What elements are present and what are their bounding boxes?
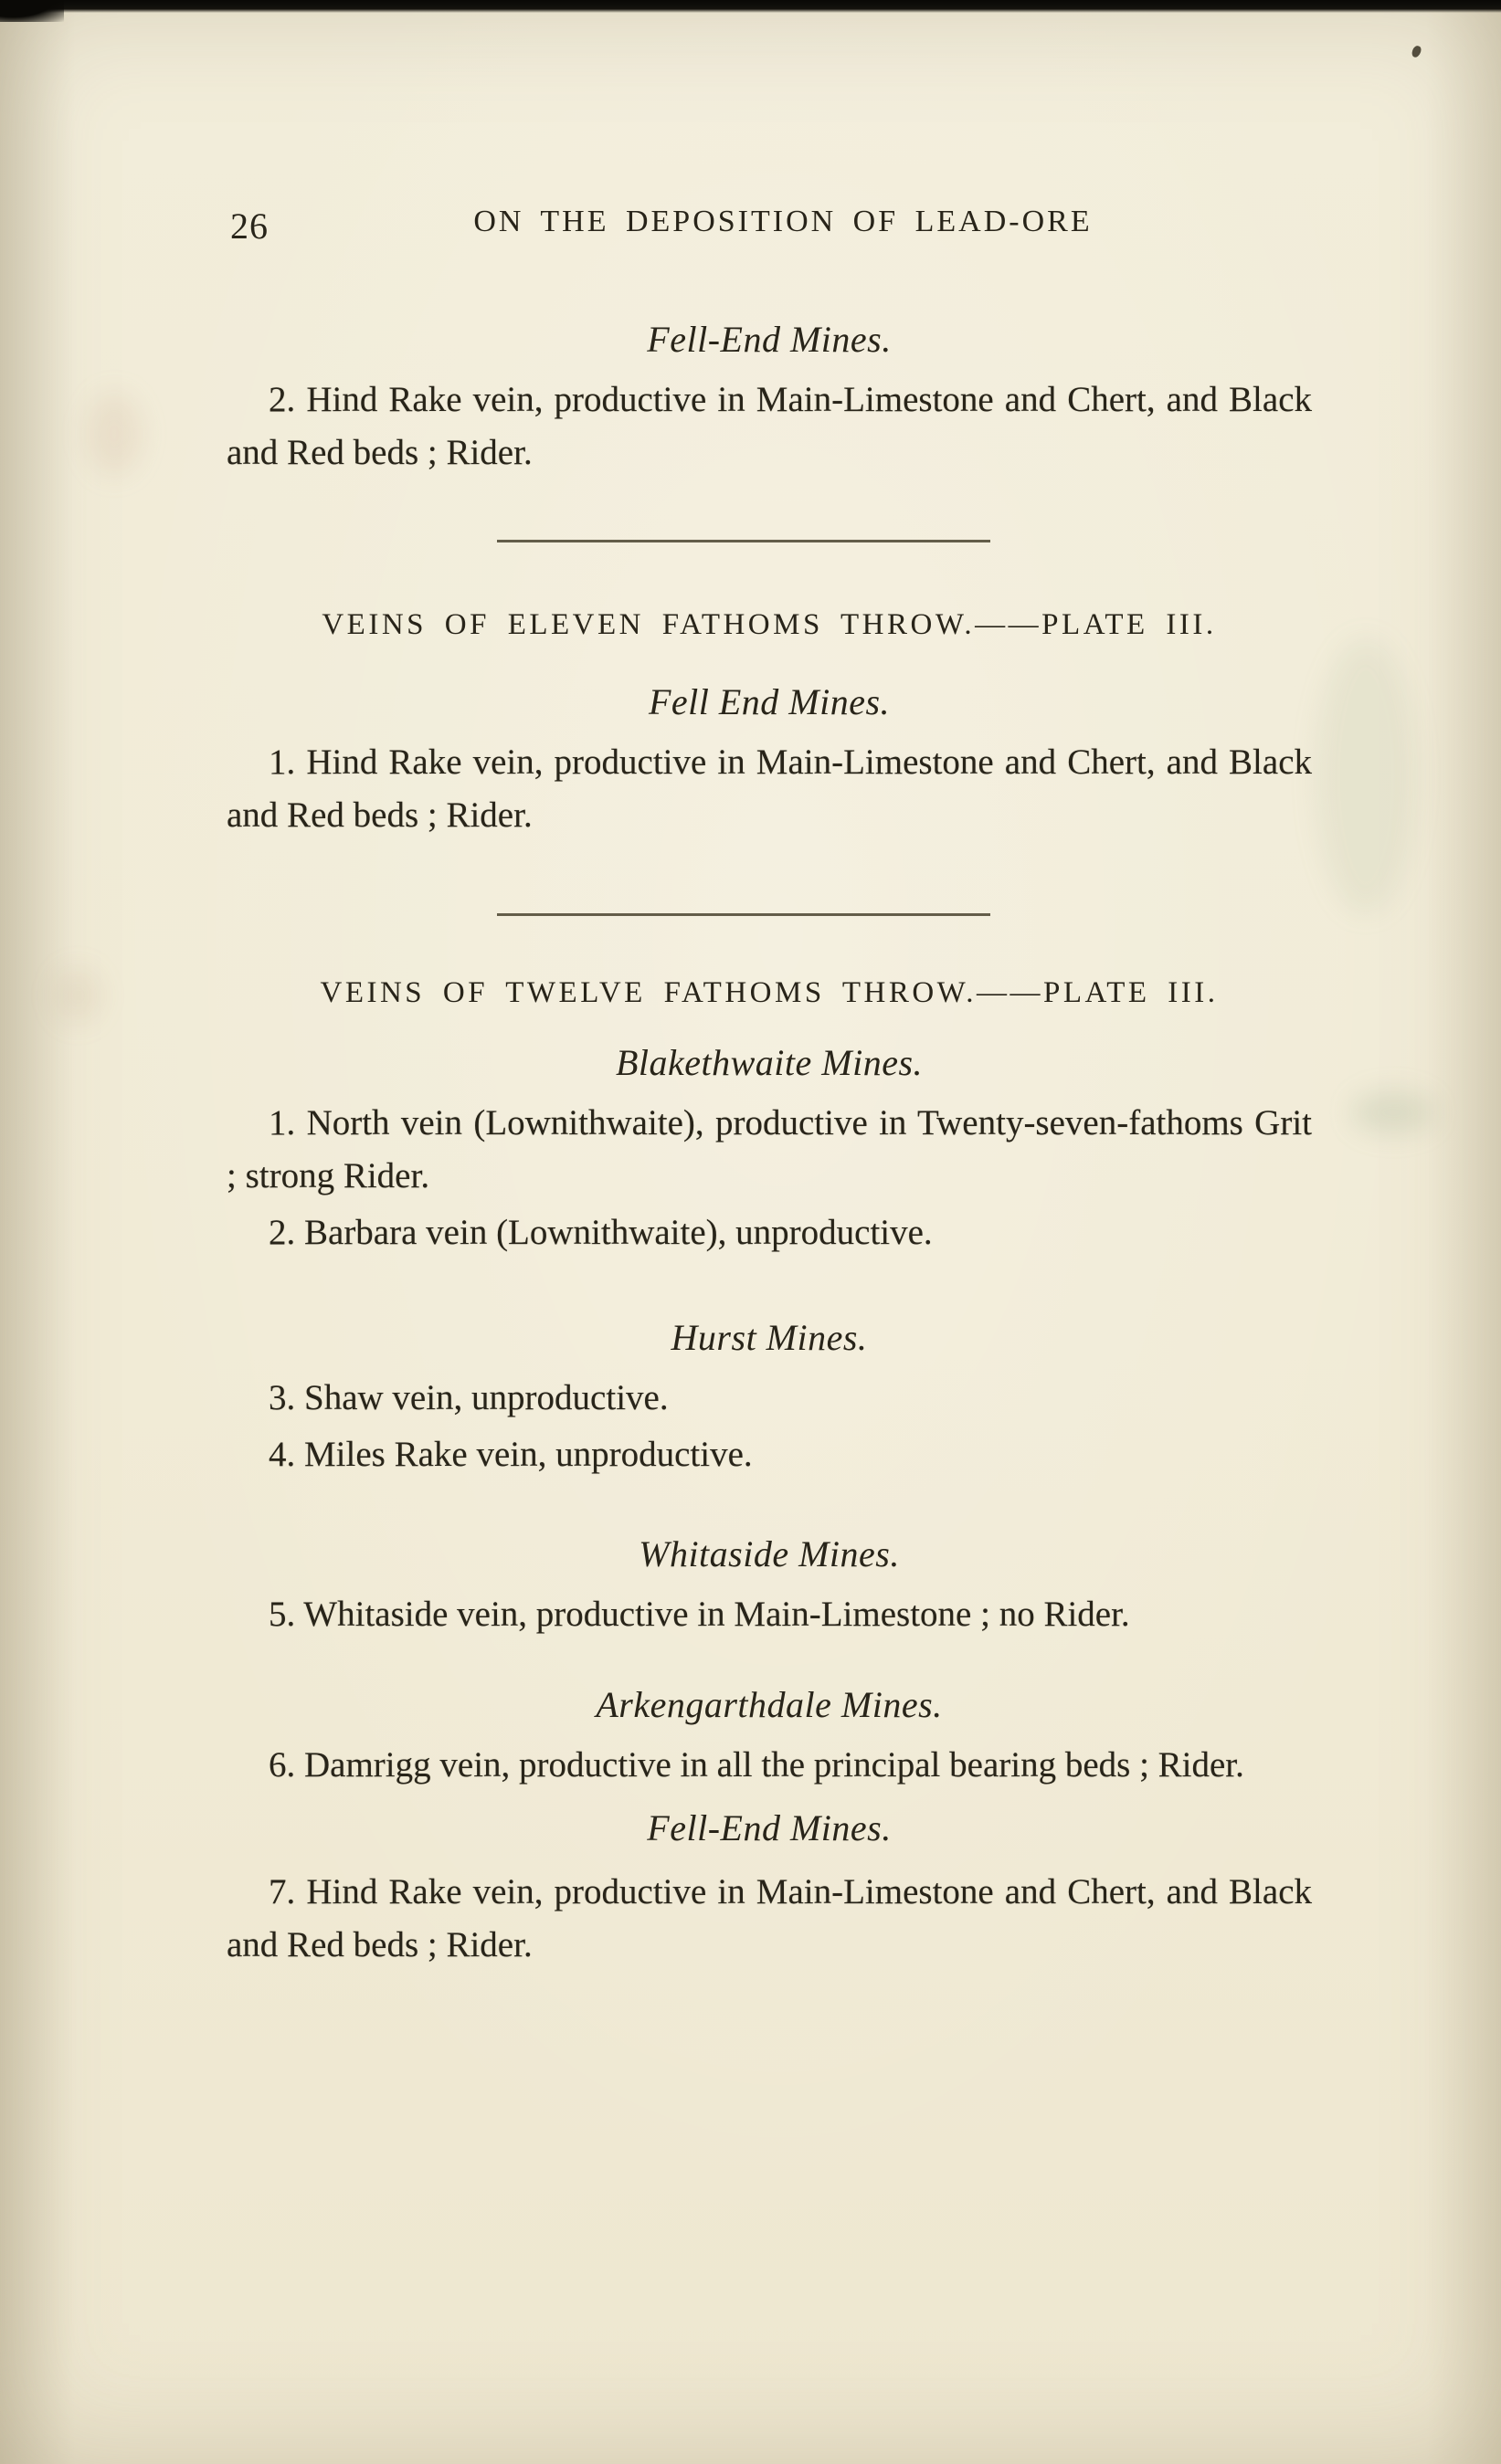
running-title: ON THE DEPOSITION OF LEAD-ORE <box>473 205 1093 238</box>
mine-group-heading-whitaside: Whitaside Mines. <box>639 1533 900 1574</box>
scan-speck-artifact <box>1411 45 1422 58</box>
mine-group-heading-blakethwaite: Blakethwaite Mines. <box>615 1042 924 1083</box>
text-column <box>227 0 1312 1972</box>
mine-group-heading-hurst: Hurst Mines. <box>671 1317 868 1358</box>
vein-item: 3. Shaw vein, unproductive. <box>269 1378 669 1417</box>
section-title-eleven-fathoms: VEINS OF ELEVEN FATHOMS THROW.——PLATE III. <box>322 608 1217 641</box>
bleed-through-artifact <box>1352 1091 1434 1133</box>
vein-item: 5. Whitaside vein, productive in Main-Limestone ; no Rider. <box>269 1595 1130 1634</box>
mine-group-heading-fell-end-bottom: Fell-End Mines. <box>647 1807 892 1848</box>
running-header <box>227 205 1312 250</box>
section-divider-rule <box>497 913 990 916</box>
vein-item: 7. Hind Rake vein, productive in Main-Limestone and Chert, and Black and Red beds ; Rider. <box>227 1872 1312 1964</box>
vein-item: 2. Hind Rake vein, productive in Main-Limestone and Chert, and Black and Red beds ; Rider. <box>227 380 1312 472</box>
vein-item: 1. North vein (Lownithwaite), productive in Twenty-seven-fathoms Grit ; strong Rider. <box>227 1103 1312 1195</box>
section-divider-rule <box>497 540 990 542</box>
vein-item: 6. Damrigg vein, productive in all the principal bearing beds ; Rider. <box>269 1745 1244 1785</box>
page-number: 26 <box>230 205 269 247</box>
vein-item: 4. Miles Rake vein, unproductive. <box>269 1435 753 1474</box>
bleed-through-artifact <box>87 393 142 475</box>
vein-item: 2. Barbara vein (Lownithwaite), unproductive. <box>269 1213 933 1252</box>
scan-top-edge-corner <box>0 0 64 22</box>
mine-group-heading-fell-end-eleven: Fell End Mines. <box>648 681 891 722</box>
bleed-through-artifact <box>1316 639 1416 913</box>
vein-item: 1. Hind Rake vein, productive in Main-Limestone and Chert, and Black and Red beds ; Rider. <box>227 742 1312 835</box>
section-title-twelve-fathoms: VEINS OF TWELVE FATHOMS THROW.——PLATE III. <box>320 976 1219 1009</box>
bleed-through-artifact <box>55 968 100 1023</box>
mine-group-heading-arkengarthdale: Arkengarthdale Mines. <box>596 1684 943 1725</box>
mine-group-heading-fell-end-top: Fell-End Mines. <box>647 319 892 360</box>
